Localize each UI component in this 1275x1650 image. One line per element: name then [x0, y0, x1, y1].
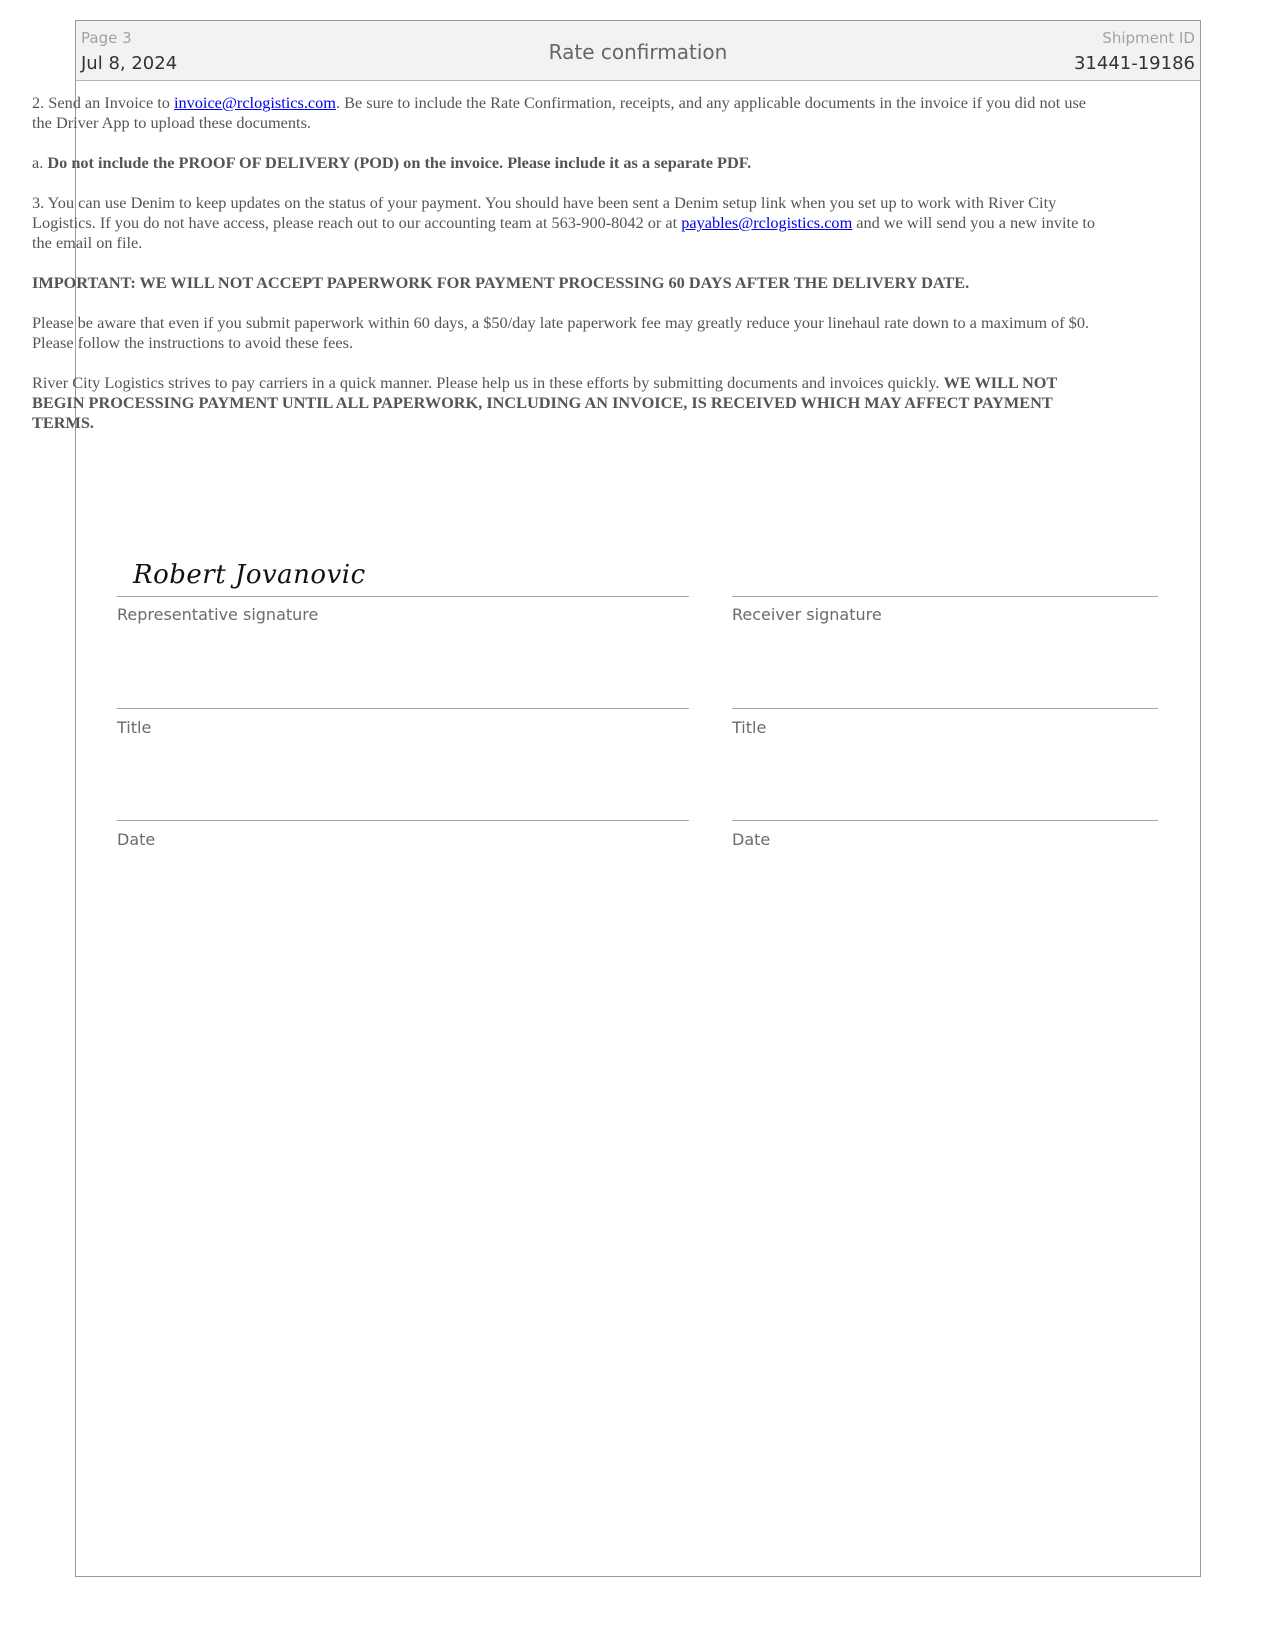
- invoice-instruction: [32, 93, 1102, 133]
- late-fee-notice: Please be aware that even if you submit paperwork within 60 days, a $50/day late paperwork fee may greatly reduce your linehaul rate down to a maximum of $0. Please follow the instructions to avoid these fees.: [32, 313, 1090, 352]
- representative-signature: Robert Jovanovic: [133, 560, 366, 590]
- invoice-instruction-text-end: . Be sure to include the Rate Confirmation, receipts, and any applicable documents in the invoice if you did not use the Driver App to upload these documents.: [32, 93, 1087, 132]
- rep-title-line[interactable]: [117, 708, 689, 709]
- rep-date-label: Date: [117, 830, 156, 849]
- payables-email-link[interactable]: payables@rclogistics.com: [681, 213, 853, 232]
- invoice-email-link[interactable]: invoice@rclogistics.com: [173, 93, 336, 112]
- rep-title-label: Title: [117, 718, 152, 737]
- invoice-instruction-text: 2. Send an Invoice to: [32, 93, 174, 112]
- document-date: Jul 8, 2024: [81, 53, 178, 74]
- pod-prefix: a.: [32, 153, 48, 172]
- receiver-title-label: Title: [732, 718, 767, 737]
- receiver-title-line[interactable]: [732, 708, 1158, 709]
- rep-signature-label: Representative signature: [117, 605, 319, 624]
- denim-instruction-text: 3. You can use Denim to keep updates on the status of your payment. You should have been sent a Denim setup link when you set up to work with River City Logistics. If you do not have access, please reach out to our accounting team at 563-900-8042 or at: [32, 193, 1057, 232]
- receiver-signature-line[interactable]: [732, 596, 1158, 597]
- page-number: Page 3: [81, 29, 132, 47]
- important-notice: IMPORTANT: WE WILL NOT ACCEPT PAPERWORK FOR PAYMENT PROCESSING 60 DAYS AFTER THE DELIVERY DATE.: [32, 273, 970, 292]
- rep-signature-line[interactable]: [117, 596, 689, 597]
- payment-notice-text: River City Logistics strives to pay carriers in a quick manner. Please help us in these efforts by submitting documents and invoices quickly.: [32, 373, 944, 392]
- pod-warning: Do not include the PROOF OF DELIVERY (POD) on the invoice. Please include it as a separate PDF.: [47, 153, 752, 172]
- denim-instruction-text-end: and we will send you a new invite to the email on file.: [32, 213, 1096, 252]
- document-title: Rate confirmation: [548, 40, 728, 64]
- page-header: [76, 21, 1200, 81]
- receiver-date-label: Date: [732, 830, 771, 849]
- receiver-date-line[interactable]: [732, 820, 1158, 821]
- instructions-body: [32, 93, 1102, 453]
- denim-instruction: [32, 193, 1102, 253]
- shipment-id-label: Shipment ID: [1102, 29, 1195, 47]
- payment-notice: [32, 373, 1102, 433]
- receiver-signature-label: Receiver signature: [732, 605, 882, 624]
- shipment-id-value: 31441-19186: [1073, 53, 1195, 74]
- rep-date-line[interactable]: [117, 820, 689, 821]
- pod-instruction: [32, 153, 1102, 173]
- payment-notice-warning: WE WILL NOT BEGIN PROCESSING PAYMENT UNTIL ALL PAPERWORK, INCLUDING AN INVOICE, IS RECEIVED WHICH MAY AFFECT PAYMENT TERMS.: [32, 373, 1057, 432]
